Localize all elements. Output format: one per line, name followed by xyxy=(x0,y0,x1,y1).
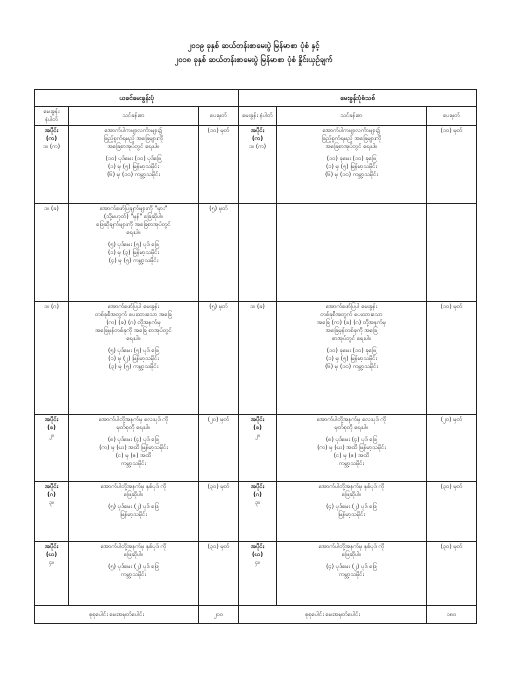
marks-right: (၃၀) မှတ် xyxy=(427,542,477,606)
marks-right xyxy=(427,204,477,302)
question-letter-right: (ဃ) xyxy=(252,552,263,558)
lesson-content-right xyxy=(277,126,427,204)
lesson-line: တစ်ခုစီအတွက် ပေးထားသော xyxy=(320,312,383,318)
subheader-content-left: သင်ခန်းစာ xyxy=(69,107,199,126)
marks-left: (၁၀) မှတ် xyxy=(199,126,239,204)
question-num-left: ၁။ (ဂ) xyxy=(44,304,59,310)
marks-right: (၁၀) မှတ် xyxy=(427,126,477,204)
lesson-line: (က) မှ (ဃ) အထိ မြန်မာ့သမိုင်း xyxy=(99,445,168,451)
question-number-right xyxy=(239,204,277,302)
question-num-right: ၁။ (က) xyxy=(248,144,267,150)
total-label-left: စုစုပေါင်း မေးအမှတ်ပေါင်း xyxy=(35,606,199,624)
header-new-format: မေးခွန်းပုံစံသစ် xyxy=(239,90,477,107)
total-row xyxy=(35,606,477,624)
lesson-line: အောက်ဖော်ပြချက်များကို "မှား" xyxy=(99,206,168,212)
lesson-line: အောက်ပါကဗျာလင်္ကာများ၌ xyxy=(104,128,163,134)
question-num-right: ၂။ xyxy=(255,433,260,439)
lesson-line: ဖြေဆိုပါ။ xyxy=(341,492,362,498)
question-number-right xyxy=(239,482,277,542)
marks-left: (၃၀) မှတ် xyxy=(199,482,239,542)
lesson-content-left xyxy=(69,204,199,302)
question-num-right: ၁။ (ခ) xyxy=(250,304,265,310)
marks-left: (၅) မှတ် xyxy=(199,302,239,415)
lesson-line: ရေးပါ။ xyxy=(126,230,141,236)
table-row xyxy=(35,302,477,415)
question-part-left: အပိုင်း xyxy=(44,417,59,423)
question-letter-right: (ဂ) xyxy=(253,492,262,498)
question-number-left xyxy=(35,126,69,204)
table-row xyxy=(35,482,477,542)
lesson-line: (၁) မှ (၅) မြန်မာ့သမိုင်း xyxy=(326,356,377,362)
lesson-line: (သို့မဟုတ်) "မှန်" ခြေဆိုပါ။ xyxy=(103,214,164,220)
question-letter-right: (ခ) xyxy=(253,425,262,431)
total-value-right: ၁၈၀ xyxy=(427,606,477,624)
lesson-line: (၅) ပုဒ်မေး (၂) ပုဒ် ဖြေ xyxy=(108,564,159,570)
question-part-left: အပိုင်း xyxy=(44,484,59,490)
lesson-line: ကမ္ဘာ့သမိုင်း xyxy=(339,461,364,467)
lesson-content-right xyxy=(277,482,427,542)
lesson-line: မြန်မာ့သမိုင်း xyxy=(338,512,365,518)
lesson-line: ဖြေဆိုချက်များကို အခြေစာအုပ်တွင် xyxy=(96,222,171,228)
lesson-line: တစ်ခုစီအတွက် ပေးထားသော အခြေ xyxy=(95,312,172,318)
lesson-line: ကမ္ဘာ့သမိုင်း xyxy=(339,572,364,578)
lesson-line: ဖြေဆိုပါ။ xyxy=(341,552,362,558)
lesson-line: (၄) ပုဒ်မေး (၂) ပုဒ် ဖြေ xyxy=(326,564,377,570)
question-number-right xyxy=(239,302,277,415)
lesson-line: အောက်ပါတို့အနက်မှ နှစ်ပုဒ် ကို xyxy=(318,544,385,550)
subheader-marks-left: ပေးမှတ် xyxy=(199,107,239,126)
subheader-qno-right: မေးခွန်း နံပါတ် xyxy=(239,107,277,126)
lesson-line: (၆) မှ (၁၀) ကမ္ဘာ့သမိုင်း xyxy=(107,172,160,178)
question-number-left xyxy=(35,482,69,542)
question-num-left: ၃။ xyxy=(48,500,55,506)
question-letter-left: (ဃ) xyxy=(46,552,57,558)
lesson-line: ကမ္ဘာ့သမိုင်း xyxy=(121,572,146,578)
lesson-line: (၅) ပုဒ်မေး (၅) ပုဒ် ဖြေ xyxy=(107,242,160,248)
table-header-row xyxy=(35,90,477,107)
question-letter-left: (က) xyxy=(46,136,57,142)
lesson-line: (င) မှ (ဇ) အထိ xyxy=(115,453,152,459)
document-title-line-2: ၂၀၁၈ ခုနှစ် ဆယ်တန်းစာမေးပွဲ မြန်မာစာ ပုံစံ နှိုင်းယှဉ်ချက် xyxy=(174,55,333,64)
question-number-right xyxy=(239,542,277,606)
total-label-right: စုစုပေါင်း မေးအမှတ်ပေါင်း xyxy=(239,606,427,624)
question-num-left: ၄။ xyxy=(48,560,55,566)
lesson-line: အခြေမှန်တစ်ခုကို အခြေ စာအုပ်တွင် xyxy=(95,328,172,334)
lesson-line: (က) မှ (ဃ) အထိ မြန်မာ့သမိုင်း xyxy=(317,445,386,451)
question-letter-left: (ဂ) xyxy=(47,492,56,498)
subheader-qno-left: မေးခွန်း နံပါတ် xyxy=(35,107,69,126)
lesson-content-left xyxy=(69,482,199,542)
lesson-line: (၅) ပုဒ်မေး (၂) ပုဒ် ဖြေ xyxy=(108,504,159,510)
question-num-right: ၃။ xyxy=(254,500,261,506)
lesson-line: အောက်ဖော်ပြပါ မေးခွန်း xyxy=(325,304,378,310)
lesson-line: (၁) မှ (၅) မြန်မာ့သမိုင်း xyxy=(326,164,377,170)
marks-left: (၂၀) မှတ် xyxy=(199,415,239,482)
total-value-left: ၂၀၀ xyxy=(199,606,239,624)
lesson-line: (၅) ပုဒ်မေး (၅) ပုဒ် ဖြေ xyxy=(107,348,160,354)
marks-left: (၅) မှတ် xyxy=(199,204,239,302)
lesson-line: (၃) မှ (၅) ကမ္ဘာ့သမိုင်း xyxy=(108,364,159,370)
table-row xyxy=(35,542,477,606)
lesson-line: (၁) မှ (၂) မြန်မာ့သမိုင်း xyxy=(108,356,159,362)
question-part-right: အပိုင်း xyxy=(250,484,265,490)
lesson-line: ရေးပါ။ xyxy=(126,336,141,342)
lesson-line: မှတ်စုတို ရေးပါ။ xyxy=(116,425,151,431)
question-part-left: အပိုင်း xyxy=(44,128,59,134)
lesson-line: (၄) မှ (၅) ကမ္ဘာ့သမိုင်း xyxy=(108,258,159,264)
table-subheader-row xyxy=(35,107,477,126)
question-number-left xyxy=(35,204,69,302)
lesson-line: (၁၀) ပုဒ်မေး (၁၀) ပုဒ်ဖြေ xyxy=(105,156,162,162)
question-num-left: ၂။ xyxy=(49,433,54,439)
marks-right: (၃၀) မှတ် xyxy=(427,482,477,542)
lesson-line: ဖြည့်စွက်ရမည့် အခြေများကို xyxy=(321,136,382,142)
subheader-content-right: သင်ခန်းစာ xyxy=(277,107,427,126)
lesson-line: (၁) မှ (၃) မြန်မာ့သမိုင်း xyxy=(108,250,159,256)
lesson-line: (င) မှ (ဇ) အထိ xyxy=(333,453,370,459)
question-part-right: အပိုင်း xyxy=(250,417,265,423)
question-num-right: ၄။ xyxy=(254,560,261,566)
table-row xyxy=(35,415,477,482)
marks-left: (၃၀) မှတ် xyxy=(199,542,239,606)
lesson-line: ဖြေဆိုပါ။ xyxy=(123,492,144,498)
question-number-left xyxy=(35,415,69,482)
lesson-line: အောက်ဖော်ပြပါ မေးခွန်း xyxy=(107,304,160,310)
table-row xyxy=(35,126,477,204)
lesson-line: အောက်ပါကဗျာလင်္ကာများ၌ xyxy=(322,128,381,134)
lesson-line: (၈) ပုဒ်မေး (၄) ပုဒ် ဖြေ xyxy=(325,437,378,443)
lesson-content-left xyxy=(69,302,199,415)
lesson-content-right xyxy=(277,542,427,606)
lesson-line: ဖြေဆိုပါ။ xyxy=(123,552,144,558)
question-letter-right: (က) xyxy=(252,136,263,142)
question-letter-left: (ခ) xyxy=(47,425,56,431)
lesson-line: (၁၀) ခုမေး (၁၀) ခုဖြေ xyxy=(326,156,377,162)
lesson-line: မှတ်စုတို ရေးပါ။ xyxy=(334,425,369,431)
table-row xyxy=(35,204,477,302)
lesson-line: အခြေ (က) (ခ) (ဂ) တို့အနက်မှ xyxy=(317,320,386,326)
header-old-format: ယခင်မေးခွန်းပုံ xyxy=(35,90,239,107)
lesson-line: အခြေစာအုပ်တွင် ရေးပါ။ xyxy=(107,144,160,150)
lesson-line: (၈) ပုဒ်မေး (၄) ပုဒ် ဖြေ xyxy=(107,437,160,443)
subheader-marks-right: ပေးမှတ် xyxy=(427,107,477,126)
question-number-right xyxy=(239,126,277,204)
lesson-line: မြန်မာ့သမိုင်း xyxy=(120,512,147,518)
lesson-content-left xyxy=(69,415,199,482)
lesson-line: (၆) မှ (၁၀) ကမ္ဘာ့သမိုင်း xyxy=(325,364,378,370)
lesson-line: အခြေစာအုပ်တွင် ရေးပါ။ xyxy=(325,144,378,150)
question-part-left: အပိုင်း xyxy=(44,544,59,550)
lesson-content-right xyxy=(277,415,427,482)
lesson-line: အောက်ပါတို့အနက်မှ လေးပုဒ် ကို xyxy=(316,417,387,423)
lesson-line: အောက်ပါတို့အနက်မှ လေးပုဒ် ကို xyxy=(98,417,169,423)
question-num-left: ၁။ (က) xyxy=(42,144,61,150)
question-number-left xyxy=(35,302,69,415)
lesson-line: အောက်ပါတို့အနက်မှ နှစ်ပုဒ် ကို xyxy=(318,484,385,490)
question-num-left: ၁။ (ခ) xyxy=(44,206,59,212)
document-title-line-1: ၂၀၁၉ ခုနှစ် ဆယ်တန်းစာမေးပွဲ မြန်မာစာ ပုံစံ နှင့် xyxy=(187,41,320,50)
lesson-line: အောက်ပါတို့အနက်မှ နှစ်ပုဒ် ကို xyxy=(100,544,167,550)
lesson-line: ဖြည့်စွက်ရမည့် အခြေများကို xyxy=(103,136,164,142)
comparison-table xyxy=(34,89,477,624)
lesson-line: ကမ္ဘာ့သမိုင်း xyxy=(121,461,146,467)
lesson-line: စာအုပ်တွင် ရေးပါ။ xyxy=(332,336,371,342)
lesson-content-right xyxy=(277,204,427,302)
question-number-right xyxy=(239,415,277,482)
question-part-right: အပိုင်း xyxy=(250,544,265,550)
lesson-line: (၄) ပုဒ်မေး (၂) ပုဒ် ဖြေ xyxy=(326,504,377,510)
lesson-content-left xyxy=(69,126,199,204)
lesson-line: (၆) မှ (၁၀) ကမ္ဘာ့သမိုင်း xyxy=(325,172,378,178)
lesson-content-left xyxy=(69,542,199,606)
marks-right: (၂၀) မှတ် xyxy=(427,415,477,482)
question-part-right: အပိုင်း xyxy=(250,128,265,134)
lesson-line: (က) (ခ) (ဂ) တို့အနက်မှ xyxy=(106,320,161,326)
lesson-content-right xyxy=(277,302,427,415)
marks-right: (၁၀) မှတ် xyxy=(427,302,477,415)
question-number-left xyxy=(35,542,69,606)
lesson-line: (၁၀) ခုမေး (၁၀) ခုဖြေ xyxy=(326,348,377,354)
lesson-line: အောက်ပါတို့အနက်မှ နှစ်ပုဒ် ကို xyxy=(100,484,167,490)
lesson-line: အခြေမှန်တစ်ခုကို အခြေ xyxy=(325,328,378,334)
lesson-line: (၁) မှ (၅) မြန်မာ့သမိုင်း xyxy=(108,164,159,170)
